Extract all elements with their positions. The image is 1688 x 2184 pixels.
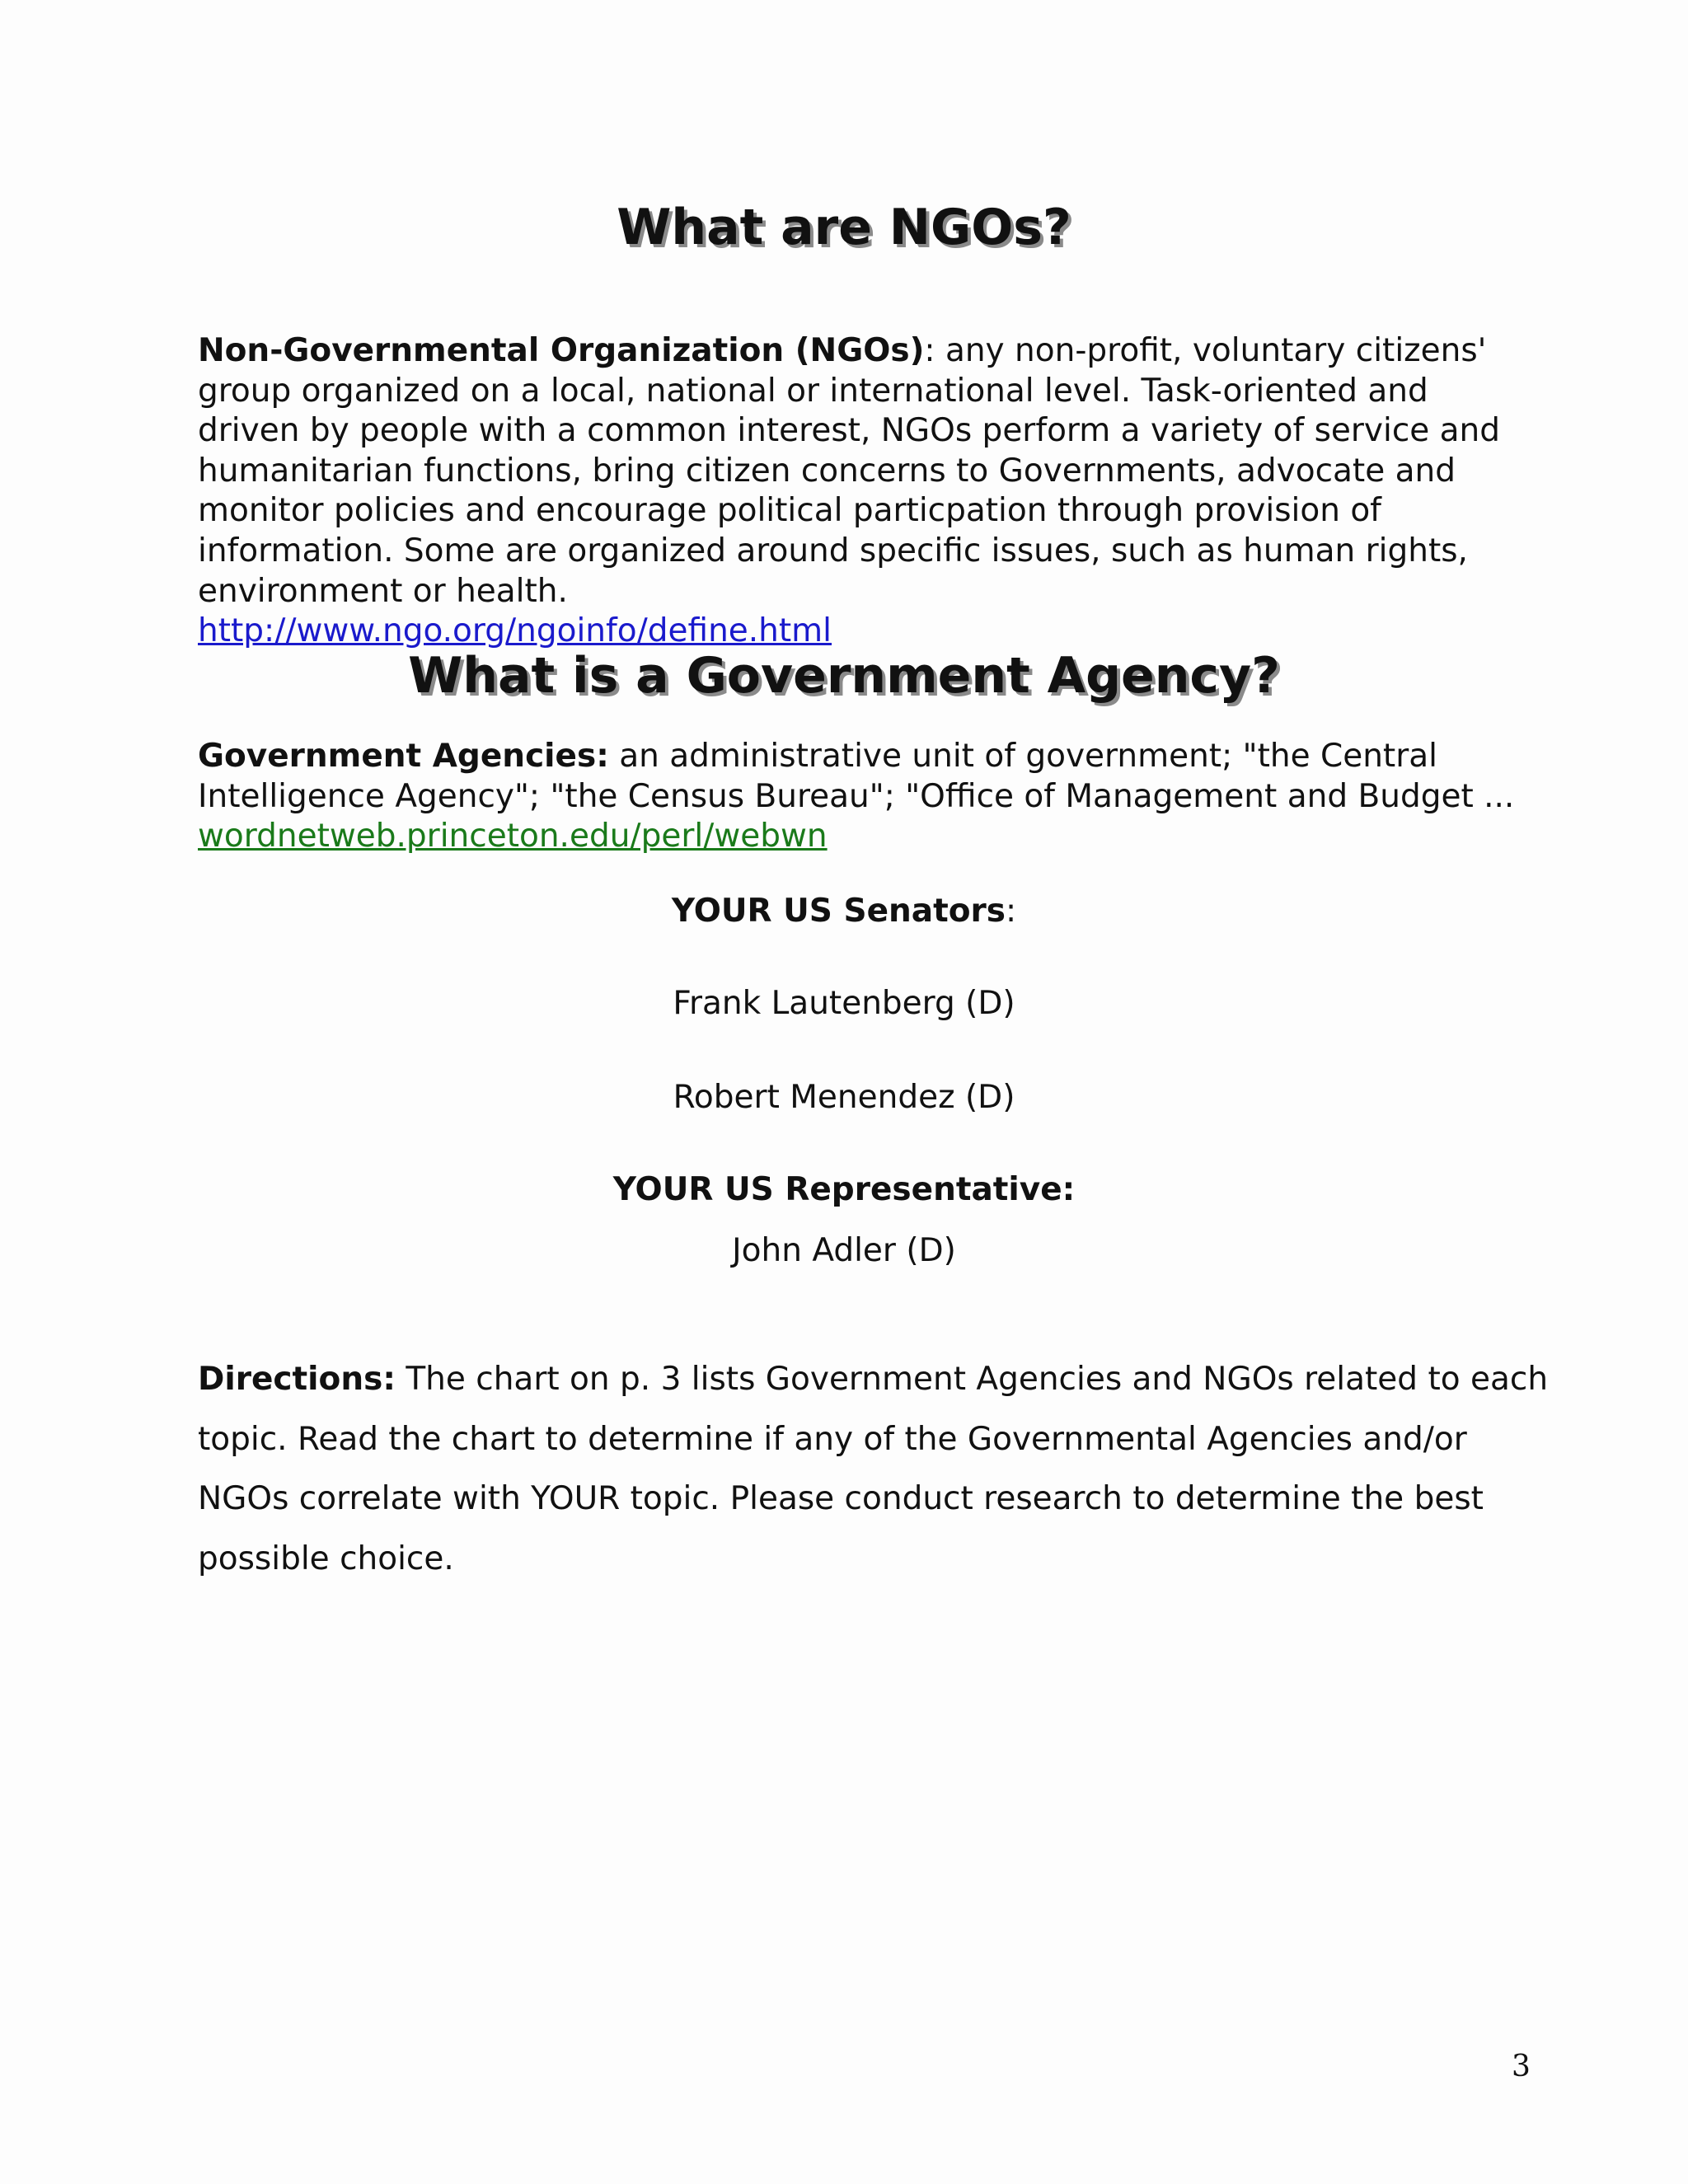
representative-heading: YOUR US Representative: [612, 1171, 1076, 1208]
directions-paragraph [198, 1350, 1558, 1589]
ngo-heading: What are NGOs? [617, 199, 1071, 256]
directions-text: The chart on p. 3 lists Government Agencies and NGOs related to each topic. Read the chart to determine if any of the Governmental Agencies and/or NGOs correlate with YOUR topic. Please conduct research to determine the best possible choice. [198, 1361, 1549, 1577]
ngo-definition-paragraph [198, 331, 1533, 652]
ngo-term: Non-Governmental Organization (NGOs) [198, 332, 925, 369]
representative-name: John Adler (D) [732, 1232, 956, 1269]
ngo-source-link[interactable]: http://www.ngo.org/ngoinfo/define.html [198, 612, 832, 650]
agency-term: Government Agencies: [198, 738, 609, 775]
agency-source-link[interactable]: wordnetweb.princeton.edu/perl/webwn [198, 818, 828, 855]
agency-definition-text: an administrative unit of government; "the Central Intelligence Agency"; "the Census Bureau"; "Office of Management and Budget ... [198, 738, 1515, 815]
page-number: 3 [1512, 2050, 1531, 2083]
senator-name: Robert Menendez (D) [673, 1079, 1015, 1116]
directions-label: Directions: [198, 1361, 396, 1398]
agency-definition-paragraph [198, 737, 1533, 857]
senators-colon: : [1005, 893, 1017, 930]
senators-heading [0, 892, 1688, 931]
senators-label: YOUR US Senators [671, 893, 1006, 930]
senator-name: Frank Lautenberg (D) [673, 985, 1015, 1022]
ngo-definition-text: : any non-profit, voluntary citizens' group organized on a local, national or international level. Task-oriented and driven by people with a common interest, NGOs perform a variety of service and humanitarian functions, bring citizen concerns to Governments, advocate and monitor policies and encourage political particpation through provision of information. Some are organized around specific issues, such as human rights, environment or health. [198, 332, 1501, 610]
agency-heading: What is a Government Agency? [408, 647, 1280, 705]
